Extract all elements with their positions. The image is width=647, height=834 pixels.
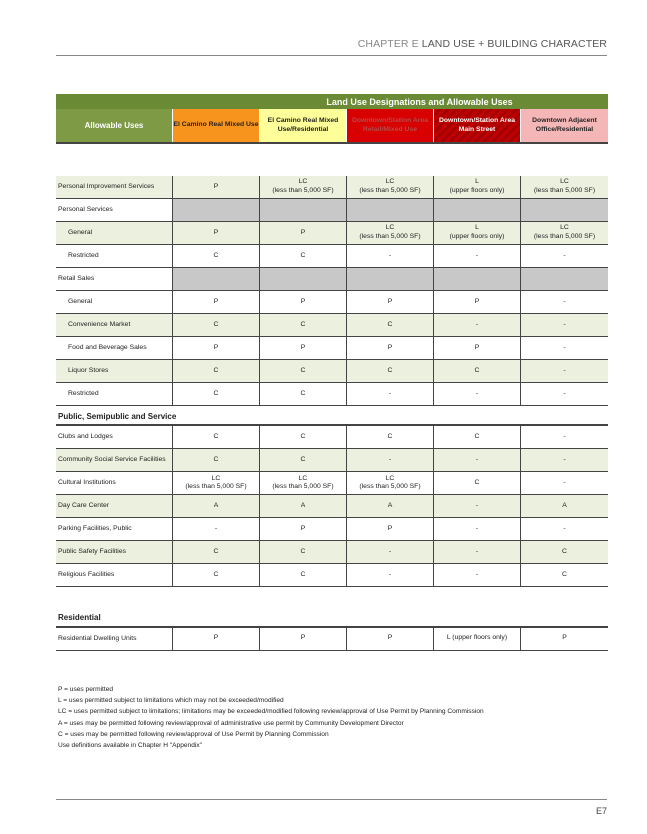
table-cell <box>172 472 259 494</box>
cell-text: P <box>213 343 219 351</box>
table-cell <box>259 314 346 336</box>
table-cell <box>172 426 259 448</box>
table-cell <box>520 337 608 359</box>
table-cell <box>346 199 433 221</box>
row-label: Convenience Market <box>56 314 172 336</box>
cell-text: C <box>387 432 393 440</box>
legend-item: LC = uses permitted subject to limitations; limitations may be exceeded/modified following review/approval of Use Permit by Planning Commission <box>58 708 484 716</box>
cell-text: C <box>300 366 306 374</box>
table-cell <box>520 495 608 517</box>
row-label: Clubs and Lodges <box>58 433 113 441</box>
cell-text: P <box>387 297 393 305</box>
page-header <box>358 38 607 50</box>
table-cell <box>346 268 433 290</box>
table-cell <box>520 245 608 267</box>
table-cell <box>520 518 608 540</box>
cell-text: C <box>474 432 480 440</box>
table-row <box>56 518 608 541</box>
chapter-title: LAND USE + BUILDING CHARACTER <box>421 38 607 50</box>
cell-text: P <box>213 228 219 236</box>
table-cell <box>172 268 259 290</box>
legend-item: P = uses permitted <box>58 686 114 693</box>
cell-text: C <box>213 570 219 578</box>
rows-residential <box>56 628 608 651</box>
cell-text: P <box>474 297 480 305</box>
table-cell <box>172 628 259 650</box>
footer-rule <box>56 799 607 800</box>
table-cell <box>172 199 259 221</box>
table-row <box>56 337 608 360</box>
chapter-prefix: CHAPTER E <box>357 38 419 50</box>
table-cell <box>259 199 346 221</box>
cell-text: - <box>388 251 392 259</box>
col-header-downtown-adjacent-office: Downtown Adjacent Office/Residential <box>520 109 608 142</box>
cell-text: A <box>387 501 393 509</box>
table-cell <box>172 564 259 586</box>
table-cell <box>259 245 346 267</box>
table-cell <box>433 222 520 244</box>
cell-text: LC <box>298 474 308 482</box>
table-cell <box>346 495 433 517</box>
cell-text: C <box>562 547 567 555</box>
table-cell <box>172 245 259 267</box>
table-cell <box>520 199 608 221</box>
table-cell <box>172 541 259 563</box>
cell-text: - <box>388 547 392 555</box>
table-cell <box>433 176 520 198</box>
table-cell <box>346 176 433 198</box>
cell-text: - <box>563 297 566 305</box>
row-label: Personal Services <box>58 205 113 213</box>
table-cell <box>346 518 433 540</box>
legend-item: L = uses permitted subject to limitations which may not be exceeded/modified <box>58 697 284 705</box>
table-cell <box>346 628 433 650</box>
table-cell <box>520 176 608 198</box>
cell-text: - <box>563 432 566 440</box>
cell-text: LC <box>385 474 395 482</box>
table-cell <box>259 564 346 586</box>
cell-text: - <box>563 455 566 463</box>
cell-text: - <box>563 251 566 259</box>
table-cell <box>520 472 608 494</box>
table-cell <box>259 291 346 313</box>
cell-text: P <box>300 297 306 305</box>
cell-text: P <box>562 634 567 642</box>
table-cell <box>346 337 433 359</box>
col-header-ecr-mixed-use-residential: El Camino Real Mixed Use/Residential <box>259 109 346 142</box>
cell-text: LC <box>385 178 395 186</box>
table-row <box>56 541 608 564</box>
table-cell <box>259 495 346 517</box>
cell-text: P <box>300 228 306 236</box>
cell-text: - <box>214 524 218 532</box>
cell-text: C <box>387 366 393 374</box>
row-label: Food and Beverage Sales <box>68 343 147 351</box>
cell-text: - <box>388 389 392 397</box>
table-cell <box>520 291 608 313</box>
cell-text: - <box>563 389 566 397</box>
cell-text: C <box>474 478 480 486</box>
row-label: General <box>56 222 172 244</box>
cell-text: A <box>300 501 306 509</box>
table-cell <box>433 426 520 448</box>
cell-text: C <box>213 455 219 463</box>
section-title-public: Public, Semipublic and Service <box>56 406 608 426</box>
row-label: Restricted <box>68 389 99 397</box>
table-cell <box>259 541 346 563</box>
table-cell <box>172 360 259 382</box>
col-header-allowable-uses: Allowable Uses <box>56 109 172 142</box>
legend-item: Use definitions available in Chapter H "Appendix" <box>58 742 202 750</box>
table-cell <box>433 245 520 267</box>
table-cell <box>259 268 346 290</box>
cell-text: (less than 5,000 SF) <box>533 187 596 194</box>
table-cell <box>259 628 346 650</box>
cell-text: - <box>475 524 479 532</box>
table-row <box>56 222 608 245</box>
cell-text: - <box>475 251 479 259</box>
table-cell <box>433 360 520 382</box>
cell-text: C <box>213 366 219 374</box>
row-label: Restricted <box>68 251 99 259</box>
cell-text: - <box>563 478 566 486</box>
table-cell <box>433 199 520 221</box>
table-row <box>56 268 608 291</box>
table-cell <box>172 314 259 336</box>
cell-text: P <box>300 524 306 532</box>
cell-text: C <box>213 547 219 555</box>
table-row <box>56 199 608 222</box>
cell-text: C <box>213 389 219 397</box>
table-cell <box>433 337 520 359</box>
cell-text: - <box>475 320 479 328</box>
row-label: Day Care Center <box>56 495 172 517</box>
row-label: Cultural Institutions <box>58 479 116 487</box>
cell-text: P <box>213 634 219 642</box>
table-cell <box>172 383 259 405</box>
section-title-residential: Residential <box>56 607 608 627</box>
table-cell <box>172 495 259 517</box>
rows-public <box>56 426 608 587</box>
cell-text: (less than 5,000 SF) <box>272 187 334 194</box>
table-cell <box>172 337 259 359</box>
table-row <box>56 628 608 651</box>
table-row <box>56 360 608 383</box>
table-cell <box>172 291 259 313</box>
cell-text: LC <box>560 178 569 186</box>
legend <box>58 684 484 751</box>
table-cell <box>433 449 520 471</box>
table-cell <box>172 176 259 198</box>
cell-text: LC <box>298 178 308 186</box>
cell-text: C <box>300 251 306 259</box>
cell-text: P <box>300 343 306 351</box>
table-row <box>56 472 608 495</box>
cell-text: - <box>388 570 392 578</box>
table-cell <box>520 449 608 471</box>
cell-text: C <box>300 570 306 578</box>
table-cell <box>346 314 433 336</box>
table-cell <box>346 245 433 267</box>
table-cell <box>346 383 433 405</box>
table-cell <box>520 541 608 563</box>
table-cell <box>259 518 346 540</box>
table-cell <box>346 472 433 494</box>
table-row <box>56 564 608 587</box>
row-label: Parking Facilities, Public <box>58 525 132 533</box>
table-row <box>56 314 608 337</box>
cell-text: P <box>387 634 393 642</box>
table-cell <box>346 564 433 586</box>
table-cell <box>520 314 608 336</box>
row-label: Residential Dwelling Units <box>58 634 137 642</box>
table-cell <box>433 628 520 650</box>
cell-text: L (upper floors only) <box>446 634 508 642</box>
page-number: E7 <box>595 806 607 816</box>
cell-text: C <box>387 320 393 328</box>
row-label: Community Social Service Facilities <box>56 449 172 471</box>
rows-commercial <box>56 176 608 406</box>
table-row <box>56 495 608 518</box>
cell-text: C <box>213 432 219 440</box>
row-label: Liquor Stores <box>56 360 172 382</box>
table-cell <box>433 314 520 336</box>
table-row <box>56 449 608 472</box>
table-cell <box>520 360 608 382</box>
cell-text: C <box>474 366 480 374</box>
table-row <box>56 426 608 449</box>
cell-text: C <box>213 320 219 328</box>
table-cell <box>520 222 608 244</box>
cell-text: - <box>475 501 479 509</box>
col-header-downtown-retail: Downtown/Station Area Retail/Mixed Use <box>346 109 433 142</box>
cell-text: P <box>213 182 219 190</box>
legend-item: A = uses may be permitted following review/approval of administrative use permit by Community Development Director <box>58 719 404 727</box>
cell-text: LC <box>560 224 569 232</box>
land-use-table <box>56 94 608 651</box>
cell-text: (less than 5,000 SF) <box>272 483 334 491</box>
table-cell <box>433 268 520 290</box>
col-header-ecr-mixed-use: El Camino Real Mixed Use <box>172 109 259 142</box>
cell-text: A <box>213 501 219 509</box>
table-cell <box>346 541 433 563</box>
table-cell <box>520 426 608 448</box>
table-cell <box>520 268 608 290</box>
table-cell <box>172 222 259 244</box>
cell-text: C <box>562 570 567 578</box>
table-cell <box>259 383 346 405</box>
table-row <box>56 291 608 314</box>
table-cell <box>259 222 346 244</box>
table-cell <box>259 360 346 382</box>
cell-text: - <box>563 366 566 374</box>
table-cell <box>520 628 608 650</box>
cell-text: L <box>475 224 479 232</box>
row-label: General <box>68 297 93 305</box>
table-cell <box>433 472 520 494</box>
cell-text: C <box>300 547 306 555</box>
table-row <box>56 176 608 199</box>
cell-text: L <box>475 178 479 186</box>
cell-text: C <box>213 251 219 259</box>
table-cell <box>346 222 433 244</box>
table-title: Land Use Designations and Allowable Uses <box>326 96 513 107</box>
row-label: Public Safety Facilities <box>56 541 172 563</box>
table-cell <box>433 383 520 405</box>
cell-text: C <box>300 389 306 397</box>
cell-text: (less than 5,000 SF) <box>359 187 421 194</box>
legend-item: C = uses may be permitted following review/approval of Use Permit by Planning Commission <box>58 730 329 738</box>
cell-text: - <box>388 455 392 463</box>
table-cell <box>346 449 433 471</box>
cell-text: A <box>562 501 567 509</box>
table-title-bar <box>56 94 608 109</box>
table-cell <box>433 495 520 517</box>
table-cell <box>346 291 433 313</box>
table-cell <box>259 176 346 198</box>
table-cell <box>346 360 433 382</box>
cell-text: (less than 5,000 SF) <box>533 233 596 240</box>
table-cell <box>520 383 608 405</box>
cell-text: - <box>563 524 566 532</box>
cell-text: - <box>563 343 566 351</box>
table-cell <box>259 426 346 448</box>
table-cell <box>172 518 259 540</box>
row-label: Retail Sales <box>58 274 95 282</box>
cell-text: - <box>475 547 479 555</box>
cell-text: P <box>474 343 480 351</box>
table-cell <box>259 449 346 471</box>
cell-text: (less than 5,000 SF) <box>359 233 421 240</box>
table-row <box>56 383 608 406</box>
table-row <box>56 245 608 268</box>
cell-text: - <box>475 455 479 463</box>
table-cell <box>433 291 520 313</box>
table-cell <box>433 564 520 586</box>
cell-text: P <box>300 634 306 642</box>
cell-text: - <box>563 320 566 328</box>
table-cell <box>259 472 346 494</box>
cell-text: (upper floors only) <box>449 233 505 240</box>
cell-text: LC <box>211 474 221 482</box>
row-label: Personal Improvement Services <box>56 176 172 198</box>
cell-text: - <box>475 570 479 578</box>
row-label: Religious Facilities <box>58 571 115 579</box>
table-cell <box>172 449 259 471</box>
cell-text: P <box>387 343 393 351</box>
header-rule <box>56 55 607 56</box>
cell-text: P <box>213 297 219 305</box>
cell-text: (upper floors only) <box>449 187 505 194</box>
column-header-row <box>56 109 608 144</box>
table-cell <box>346 426 433 448</box>
cell-text: C <box>300 455 306 463</box>
table-cell <box>433 518 520 540</box>
cell-text: LC <box>385 224 395 232</box>
table-cell <box>520 564 608 586</box>
table-cell <box>433 541 520 563</box>
cell-text: - <box>475 389 479 397</box>
cell-text: C <box>300 320 306 328</box>
cell-text: (less than 5,000 SF) <box>185 483 247 491</box>
col-header-downtown-main-street: Downtown/Station Area Main Street <box>433 109 520 142</box>
cell-text: P <box>387 524 393 532</box>
cell-text: (less than 5,000 SF) <box>359 483 421 491</box>
table-cell <box>259 337 346 359</box>
cell-text: C <box>300 432 306 440</box>
